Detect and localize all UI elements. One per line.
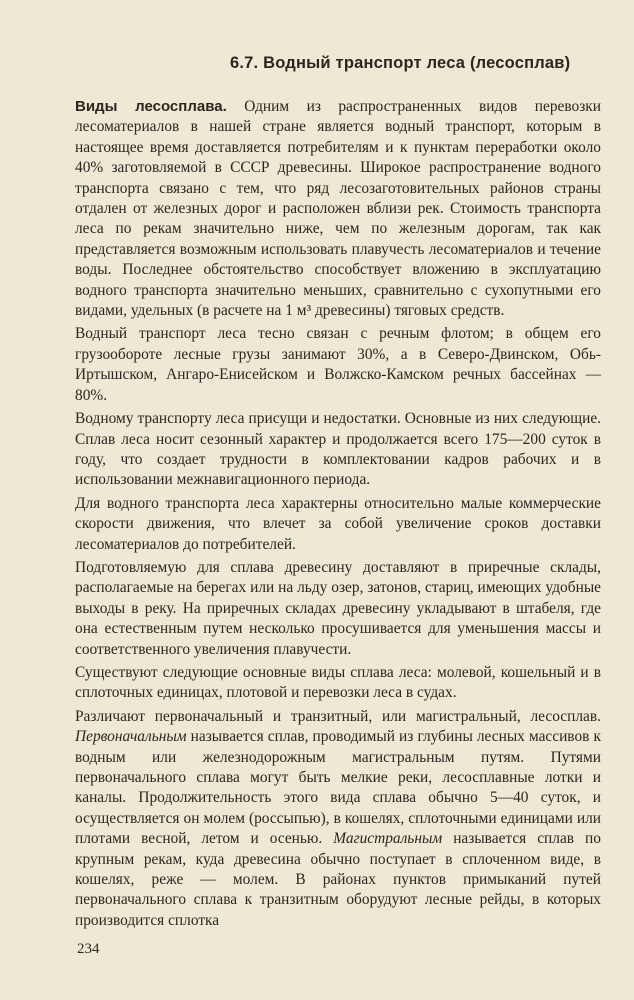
paragraph-7-part-a: Различают первоначальный и транзитный, или магистральный, лесосплав. xyxy=(75,707,601,725)
text-body xyxy=(75,97,601,931)
paragraph-4: Для водного транспорта леса характерны относительно малые коммерческие скорости движения, что влечет за собой увеличение сроков доставки лесоматериалов до потребителей. xyxy=(75,494,601,553)
paragraph-7-part-c: называется сплав по крупным рекам, куда древесина обычно поступает в сплоченном виде, в кошелях, реже — молем. В районах пунктов примыканий путей первоначального сплава к транзитным оборудуют лесные рейды, в которых производится сплотка xyxy=(75,830,601,929)
paragraph-2: Водный транспорт леса тесно связан с речным флотом; в общем его грузообороте лесные грузы занимают 30%, а в Северо-Двинском, Обь-Иртышском, Ангаро-Енисейском и Волжско-Камском речных бассейнах — 80%. xyxy=(75,325,601,404)
paragraph-7 xyxy=(75,707,601,931)
paragraph-6: Существуют следующие основные виды сплава леса: молевой, кошельный и в сплоточных единицах, плотовой и перевозки леса в судах. xyxy=(75,663,601,702)
paragraph-1 xyxy=(75,97,601,321)
term-primary-rafting: Первоначальным xyxy=(75,728,187,746)
term-main-rafting: Магистральным xyxy=(333,830,443,848)
paragraph-1-text: Одним из распространенных видов перевозки лесоматериалов в нашей стране является водный транспорт, которым в настоящее время доставляется потребителям и к пунктам переработки около 40% заготовляемой в СССР древесины. Широкое распространение водного транспорта связано с тем, что ряд лесозаготовительных районов страны отдален от железных дорог и расположен вблизи рек. Стоимость транспорта леса по рекам значительно ниже, чем по железным дорогам, так как представляется возможным использовать плавучесть лесоматериалов и течение воды. Последнее обстоятельство способствует вложению в эксплуатацию водного транспорта значительно меньших, сравнительно с сухопутными его видами, удельных (в расчете на 1 м³ древесины) тяговых средств. xyxy=(75,98,601,320)
paragraph-5: Подготовляемую для сплава древесину доставляют в приречные склады, располагаемые на берегах или на льду озер, затонов, стариц, имеющих удобные выходы в реку. На приречных складах древесину укладывают в штабеля, где она естественным путем несколько просушивается для уменьшения массы и соответственного увеличения плавучести. xyxy=(75,558,601,658)
paragraph-lead: Виды лесосплава. xyxy=(75,98,227,115)
section-heading: 6.7. Водный транспорт леса (лесосплав) xyxy=(230,54,571,72)
page-number: 234 xyxy=(77,941,100,957)
paragraph-7-part-b: называется сплав, проводимый из глубины лесных массивов к водным или железнодорожным магистральным путям. Путями первоначального сплава могут быть мелкие реки, лесосплавные лотки и каналы. Продолжительность этого вида сплава обычно 5—40 суток, и осуществляется он молем (россыпью), в кошелях, сплоточными единицами или плотами весной, летом и осенью. xyxy=(75,728,601,848)
paragraph-3: Водному транспорту леса присущи и недостатки. Основные из них следующие. Сплав леса носит сезонный характер и продолжается всего 175—200 суток в году, что создает трудности в комплектовании кадров рабочих и в использовании межнавигационного периода. xyxy=(75,410,601,489)
